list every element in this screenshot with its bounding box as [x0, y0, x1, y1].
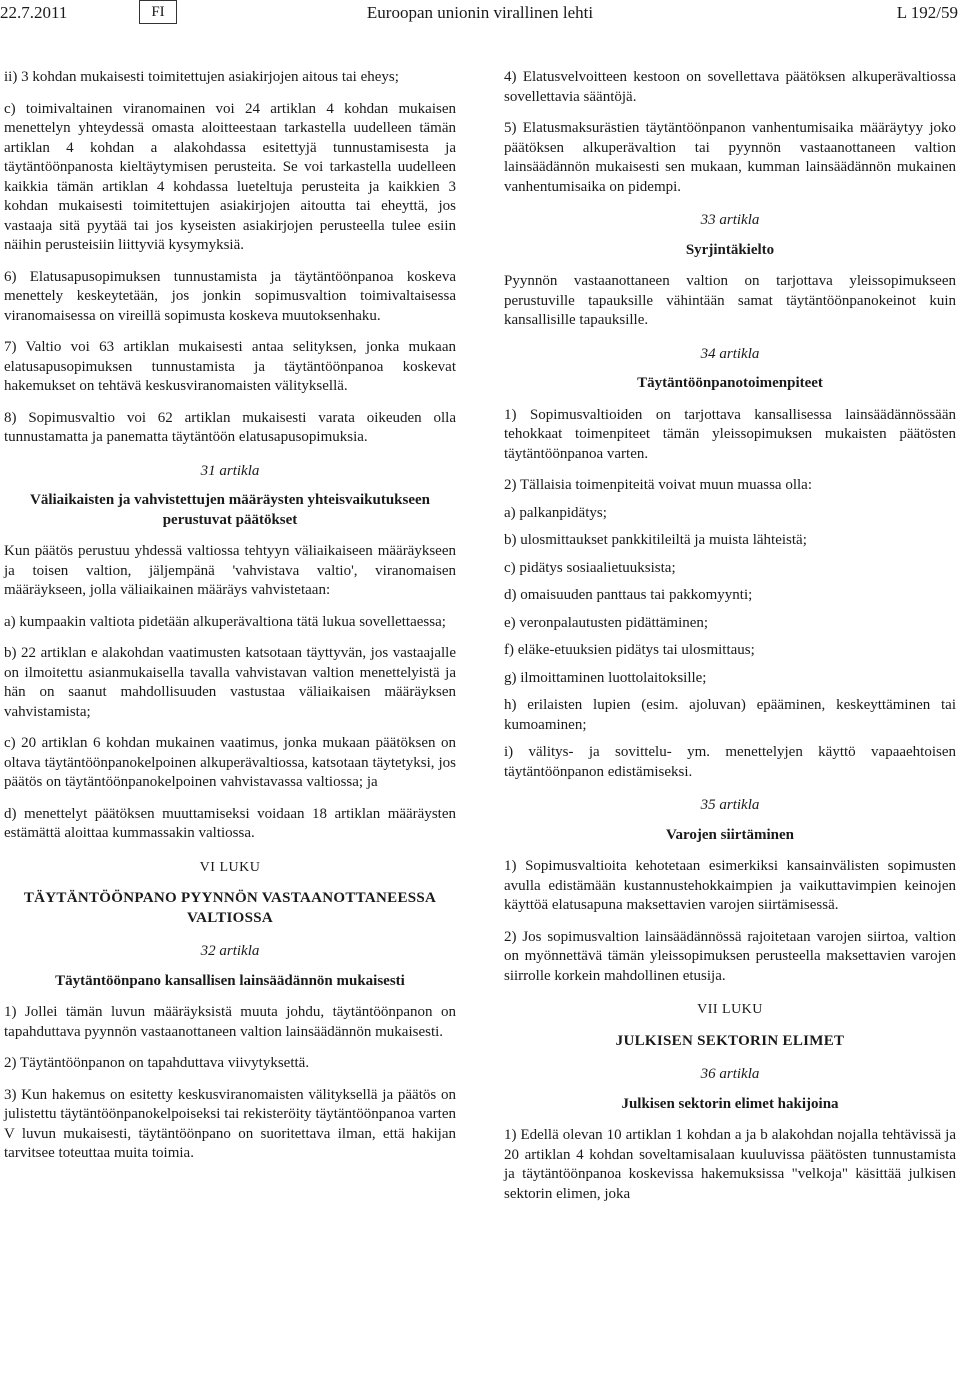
right-column — [504, 68, 956, 1216]
paragraph: 7) Valtio voi 63 artiklan mukaisesti antaa selityksen, jonka mukaan elatusapusopimuksen tunnustamista ja täytäntöönpanoa koskevat hakemukset on tehtävä keskusviranomaisten välityksellä. — [4, 339, 456, 394]
article-number: 34 artikla — [700, 345, 760, 362]
left-column — [4, 68, 456, 1176]
article-title: Varojen siirtäminen — [666, 826, 794, 843]
article-title: Täytäntöönpanotoimenpiteet — [637, 375, 823, 391]
list-item: c) 20 artiklan 6 kohdan mukainen vaatimus, jonka mukaan päätöksen on oltava täytäntöönpanokelpoinen alkuperävaltiossa, katsotaan täytetyksi, jos päätös on täytäntöönpanokelpoinen vahvistavassa valtiossa; ja — [4, 735, 456, 790]
article-number: 35 artikla — [700, 797, 760, 813]
paragraph: Pyynnön vastaanottaneen valtion on tarjottava yleissopimukseen perustuville tapauksille vähintään samat täytäntöönpanokeinot kuin kansallisille tapauksille. — [504, 273, 956, 328]
paragraph: 2) Täytäntöönpanon on tapahduttava viivytyksettä. — [4, 1055, 310, 1071]
article-number: 33 artikla — [700, 212, 760, 228]
chapter-number: VII LUKU — [697, 1002, 763, 1017]
list-item: b) ulosmittaukset pankkitileiltä ja muista lähteistä; — [504, 532, 807, 548]
paragraph: 8) Sopimusvaltio voi 62 artiklan mukaisesti varata oikeuden olla tunnustamatta ja panematta täytäntöön elatusapusopimuksia. — [4, 409, 456, 445]
journal-title: Euroopan unionin virallinen lehti — [366, 3, 594, 22]
language-badge: FI — [139, 0, 177, 24]
chapter-number: VI LUKU — [199, 859, 261, 875]
paragraph: ii) 3 kohdan mukaisesti toimitettujen asiakirjojen aitous tai eheys; — [4, 69, 399, 85]
article-title: Syrjintäkielto — [685, 241, 775, 258]
page-header — [0, 0, 960, 30]
publication-date: 22.7.2011 — [0, 3, 68, 22]
article-number: 36 artikla — [700, 1066, 760, 1082]
article-title: Väliaikaisten ja vahvistettujen määräysten yhteisvaikutukseen perustuvat päätökset — [29, 492, 430, 528]
paragraph: 3) Kun hakemus on esitetty keskusviranomaisten välityksellä ja päätös on julistettu täytäntöönpanokelpoiseksi tai rekisteröity täytäntöönpanoa varten V luvun mukaisesti, täytäntöönpano on suoritettava ilman, että hakijan tarvitsee toteuttaa muita toimia. — [4, 1086, 456, 1161]
list-item: a) palkanpidätys; — [504, 504, 607, 521]
list-item: e) veronpalautusten pidättäminen; — [504, 614, 709, 631]
paragraph: Kun päätös perustuu yhdessä valtiossa tehtyyn väliaikaiseen määräykseen ja toisen valtion, jäljempänä 'vahvistava valtio', viranomaisen määräykseen, jolla väliaikainen määräys vahvistetaan: — [4, 543, 456, 598]
article-number: 31 artikla — [200, 462, 260, 479]
paragraph: 1) Edellä olevan 10 artiklan 1 kohdan a ja b alakohdan nojalla tehtävissä ja 20 artiklan 4 kohdan soveltamisalaan kuuluvissa päätösten tunnustamista ja täytäntöönpanoa koskevissa hakemuksissa "velkoja" käsittää julkisen sektorin elimen, joka — [504, 1127, 956, 1202]
paragraph: 4) Elatusvelvoitteen kestoon on sovellettava päätöksen alkuperävaltiossa sovellettavia sääntöjä. — [504, 69, 956, 105]
chapter-title: TÄYTÄNTÖÖNPANO PYYNNÖN VASTAANOTTANEESSA VALTIOSSA — [23, 890, 437, 926]
paragraph: 6) Elatusapusopimuksen tunnustamista ja täytäntöönpanoa koskeva menettely keskeytetään, jos jonkin sopimusvaltion toimivaltaisessa viranomaisessa on vireillä sopimusta koskeva muutoksenhaku. — [4, 268, 456, 324]
paragraph: 1) Jollei tämän luvun määräyksistä muuta johdu, täytäntöönpanon on tapahduttava pyynnön vastaanottaneen valtion lainsäädännön mukaisesti. — [4, 1004, 456, 1040]
list-item: i) välitys- ja sovittelu- ym. menettelyjen käyttö vapaaehtoisen täytäntöönpanon edistämiseksi. — [504, 744, 956, 780]
article-number: 32 artikla — [200, 943, 260, 959]
list-item: f) eläke-etuuksien pidätys tai ulosmittaus; — [504, 642, 755, 658]
paragraph: 2) Tällaisia toimenpiteitä voivat muun muassa olla: — [504, 477, 812, 493]
paragraph: 2) Jos sopimusvaltion lainsäädännössä rajoitetaan varojen siirtoa, valtion on myönnettävä tämän yleissopimuksen perusteella maksettavien varojen siirrolle korkein mahdollinen etusija. — [504, 928, 956, 984]
chapter-title: JULKISEN SEKTORIN ELIMET — [615, 1032, 845, 1049]
paragraph: 5) Elatusmaksurästien täytäntöönpanon vanhentumisaika määräytyy joko päätöksen alkuperävaltion tai pyynnön vastaanottaneen valtion lainsäädännön mukaisesti sen mukaan, kumman lainsäädännön mukainen vanhentumisaika on pidempi. — [504, 120, 956, 195]
list-item: b) 22 artiklan e alakohdan vaatimusten katsotaan täyttyvän, jos vastaajalle on ilmoitettu asianmukaisella tavalla vahvistavan valtion menettelyistä ja hän on saanut mahdollisuuden vastustaa väliaikaisen määräyksen vahvistamista; — [4, 645, 456, 720]
page-number: L 192/59 — [896, 3, 958, 22]
article-title: Täytäntöönpano kansallisen lainsäädännön mukaisesti — [55, 972, 405, 989]
list-item: d) omaisuuden panttaus tai pakkomyynti; — [504, 587, 753, 603]
list-item: d) menettelyt päätöksen muuttamiseksi voidaan 18 artiklan määräysten estämättä aloittaa kummassakin valtiossa. — [4, 805, 456, 841]
list-item: c) pidätys sosiaalietuuksista; — [504, 559, 676, 576]
paragraph: 1) Sopimusvaltioiden on tarjottava kansallisessa lainsäädännössään tehokkaat toimenpiteet tämän yleissopimuksen mukaisten päätösten täytäntöönpanoa varten. — [504, 406, 956, 462]
paragraph: c) toimivaltainen viranomainen voi 24 artiklan 4 kohdan mukaisen menettelyn yhteydessä omasta aloitteestaan tarkastella uudelleen tämän artiklan 4 kohdan a alakohdassa esitettyjä tunnustamisesta ja täytäntöönpanosta kieltäytymisen perusteita. Se voi tarkastella uudelleen kaikkia tämän artiklan 4 kohdassa lueteltuja perusteita ja kaikkien 3 kohdan mukaisesti toimitettujen asiakirjojen aitoutta tai eheyttä, jos vastaaja sitä pyytää tai jos kyseisten asiakirjojen perusteella tulee esiin näihin perusteisiin liittyviä kysymyksiä. — [4, 100, 456, 253]
list-item: h) erilaisten lupien (esim. ajoluvan) epääminen, keskeyttäminen tai kumoaminen; — [504, 697, 956, 733]
list-item: a) kumpaakin valtiota pidetään alkuperävaltiona tätä lukua sovellettaessa; — [4, 613, 446, 630]
list-item: g) ilmoittaminen luottolaitoksille; — [504, 669, 707, 686]
paragraph: 1) Sopimusvaltioita kehotetaan esimerkiksi kansainvälisten sopimusten avulla edistämään kustannustehokkaimpien ja vaikuttavimpien keinojen käyttöä elatusapuna maksettavien varojen siirtämisessä. — [504, 858, 956, 913]
article-title: Julkisen sektorin elimet hakijoina — [621, 1095, 839, 1112]
